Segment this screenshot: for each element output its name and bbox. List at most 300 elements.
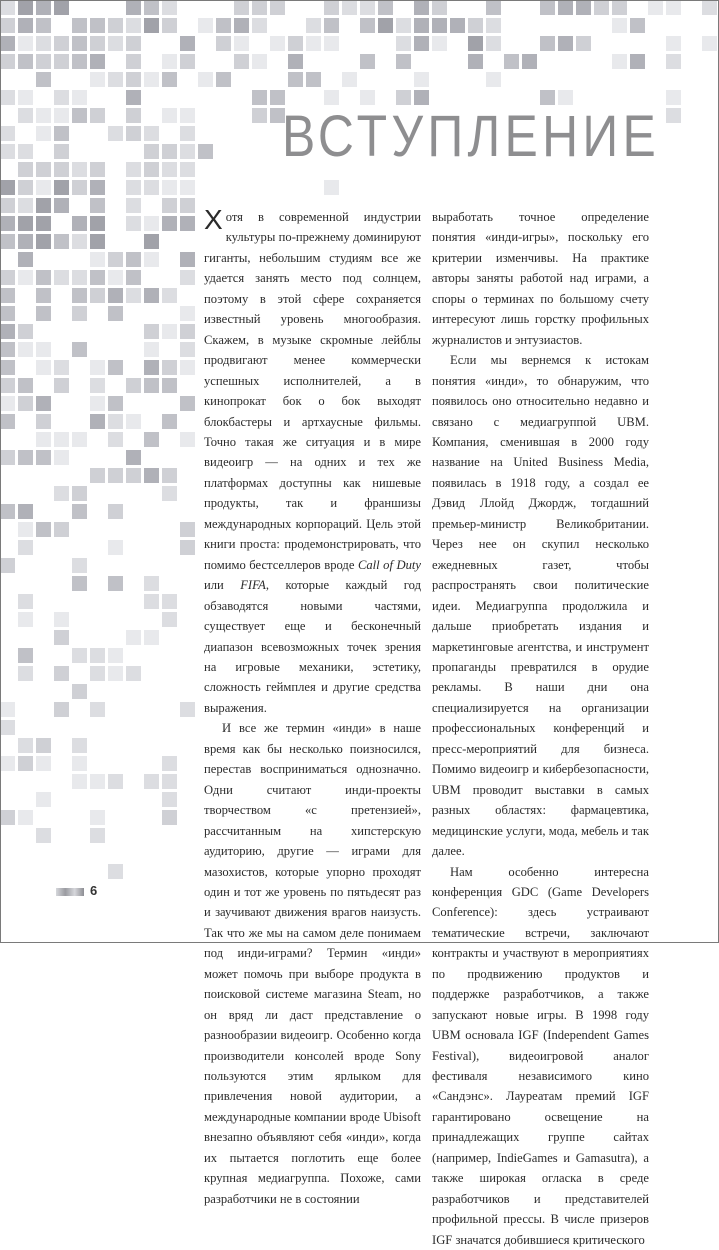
mosaic-tile	[18, 648, 33, 663]
mosaic-tile	[0, 270, 15, 285]
mosaic-tile	[108, 306, 123, 321]
mosaic-tile	[162, 18, 177, 33]
mosaic-tile	[126, 270, 141, 285]
mosaic-tile	[252, 108, 267, 123]
mosaic-tile	[252, 54, 267, 69]
mosaic-tile	[90, 18, 105, 33]
mosaic-tile	[126, 108, 141, 123]
mosaic-tile	[18, 162, 33, 177]
mosaic-tile	[90, 36, 105, 51]
mosaic-tile	[36, 0, 51, 15]
mosaic-tile	[144, 18, 159, 33]
mosaic-tile	[90, 810, 105, 825]
mosaic-tile	[0, 288, 15, 303]
mosaic-tile	[126, 72, 141, 87]
mosaic-tile	[162, 324, 177, 339]
mosaic-tile	[72, 576, 87, 591]
mosaic-tile	[126, 252, 141, 267]
mosaic-tile	[702, 0, 717, 15]
mosaic-tile	[108, 864, 123, 879]
mosaic-tile	[306, 18, 321, 33]
mosaic-tile	[144, 72, 159, 87]
mosaic-tile	[126, 0, 141, 15]
mosaic-tile	[216, 72, 231, 87]
mosaic-tile	[72, 684, 87, 699]
mosaic-tile	[666, 108, 681, 123]
mosaic-tile	[54, 144, 69, 159]
mosaic-tile	[162, 180, 177, 195]
mosaic-tile	[18, 522, 33, 537]
mosaic-tile	[198, 72, 213, 87]
mosaic-tile	[54, 234, 69, 249]
mosaic-tile	[0, 0, 15, 15]
page-number: 6	[90, 883, 97, 898]
mosaic-tile	[72, 504, 87, 519]
mosaic-tile	[0, 756, 15, 771]
mosaic-tile	[180, 252, 195, 267]
mosaic-tile	[144, 0, 159, 15]
mosaic-tile	[180, 144, 195, 159]
mosaic-tile	[18, 810, 33, 825]
mosaic-tile	[306, 72, 321, 87]
mosaic-tile	[180, 324, 195, 339]
mosaic-tile	[108, 504, 123, 519]
mosaic-tile	[612, 18, 627, 33]
mosaic-tile	[90, 162, 105, 177]
mosaic-tile	[180, 702, 195, 717]
mosaic-tile	[468, 36, 483, 51]
mosaic-tile	[504, 54, 519, 69]
mosaic-tile	[90, 270, 105, 285]
mosaic-tile	[18, 54, 33, 69]
mosaic-tile	[144, 144, 159, 159]
mosaic-tile	[36, 414, 51, 429]
mosaic-tile	[54, 432, 69, 447]
mosaic-tile	[72, 342, 87, 357]
mosaic-tile	[72, 90, 87, 105]
mosaic-tile	[18, 594, 33, 609]
mosaic-tile	[378, 0, 393, 15]
mosaic-tile	[126, 162, 141, 177]
mosaic-tile	[486, 36, 501, 51]
mosaic-tile	[54, 0, 69, 15]
mosaic-tile	[162, 468, 177, 483]
mosaic-tile	[54, 180, 69, 195]
mosaic-tile	[54, 126, 69, 141]
mosaic-tile	[0, 342, 15, 357]
mosaic-tile	[144, 774, 159, 789]
text-column-right	[432, 207, 649, 1250]
mosaic-tile	[54, 198, 69, 213]
mosaic-tile	[162, 0, 177, 15]
mosaic-tile	[54, 90, 69, 105]
mosaic-tile	[180, 198, 195, 213]
mosaic-tile	[144, 576, 159, 591]
mosaic-tile	[36, 126, 51, 141]
mosaic-tile	[72, 738, 87, 753]
mosaic-tile	[90, 252, 105, 267]
mosaic-tile	[648, 0, 663, 15]
mosaic-tile	[90, 828, 105, 843]
mosaic-tile	[180, 432, 195, 447]
mosaic-tile	[72, 270, 87, 285]
mosaic-tile	[180, 306, 195, 321]
mosaic-tile	[90, 216, 105, 231]
mosaic-tile	[468, 18, 483, 33]
mosaic-tile	[90, 702, 105, 717]
mosaic-tile	[54, 378, 69, 393]
mosaic-tile	[162, 810, 177, 825]
mosaic-tile	[54, 666, 69, 681]
mosaic-tile	[144, 360, 159, 375]
mosaic-tile	[72, 36, 87, 51]
mosaic-tile	[18, 666, 33, 681]
mosaic-tile	[198, 144, 213, 159]
mosaic-tile	[180, 360, 195, 375]
mosaic-tile	[90, 360, 105, 375]
mosaic-tile	[0, 18, 15, 33]
paragraph: И все же термин «инди» в наше время как бы несколько поизносился, перестав восприниматься однозначно. Одни считают инди-проекты творчеством «с претензией», рассчитанным на хипстерскую аудиторию, другие — играми для мазохистов, которые упорно проходят один и тот же уровень по пятьдесят раз и заучивают движения врагов наизусть. Так что же мы на самом деле понимаем под инди-играми? Термин «инди» может помочь при выборе продукта в поисковой системе магазина Steam, но он вряд ли даст представление о разнообразии видеоигр. Особенно когда производители консолей вроде Sony пользуются этим ярлыком для привлечения новой аудитории, а международные компании вроде Ubisoft внезапно объявляют себя «инди», когда их пытается поглотить еще более крупная медиагруппа. Похоже, сами разработчики не в состоянии	[204, 718, 421, 1209]
mosaic-tile	[324, 180, 339, 195]
mosaic-tile	[162, 216, 177, 231]
paragraph-text: , которые каждый год обзаводятся новыми частями, существует еще и бесконечный диапазон всевозможных точек зрения на игровые механики, эстетику, сложность геймплея и другие средства выражения.	[204, 578, 421, 715]
mosaic-tile	[54, 612, 69, 627]
mosaic-tile	[144, 630, 159, 645]
mosaic-tile	[36, 18, 51, 33]
mosaic-tile	[108, 774, 123, 789]
mosaic-tile	[18, 378, 33, 393]
mosaic-tile	[180, 108, 195, 123]
mosaic-tile	[0, 216, 15, 231]
mosaic-tile	[0, 702, 15, 717]
mosaic-tile	[18, 108, 33, 123]
mosaic-tile	[288, 54, 303, 69]
mosaic-tile	[54, 162, 69, 177]
mosaic-tile	[108, 288, 123, 303]
mosaic-tile	[0, 198, 15, 213]
mosaic-tile	[0, 144, 15, 159]
mosaic-tile	[90, 198, 105, 213]
mosaic-tile	[36, 288, 51, 303]
mosaic-tile	[18, 324, 33, 339]
mosaic-tile	[630, 54, 645, 69]
mosaic-tile	[36, 396, 51, 411]
mosaic-tile	[180, 126, 195, 141]
mosaic-tile	[432, 18, 447, 33]
mosaic-tile	[54, 54, 69, 69]
mosaic-tile	[180, 270, 195, 285]
mosaic-tile	[0, 54, 15, 69]
mosaic-tile	[144, 324, 159, 339]
mosaic-tile	[36, 738, 51, 753]
mosaic-tile	[72, 234, 87, 249]
mosaic-tile	[666, 54, 681, 69]
mosaic-tile	[0, 504, 15, 519]
mosaic-tile	[288, 36, 303, 51]
mosaic-tile	[126, 126, 141, 141]
mosaic-tile	[180, 216, 195, 231]
mosaic-tile	[54, 270, 69, 285]
mosaic-tile	[108, 576, 123, 591]
mosaic-tile	[0, 810, 15, 825]
mosaic-tile	[450, 18, 465, 33]
mosaic-tile	[180, 36, 195, 51]
mosaic-tile	[144, 378, 159, 393]
mosaic-tile	[0, 324, 15, 339]
mosaic-tile	[18, 756, 33, 771]
mosaic-tile	[72, 216, 87, 231]
mosaic-tile	[90, 54, 105, 69]
mosaic-tile	[288, 72, 303, 87]
mosaic-tile	[324, 18, 339, 33]
mosaic-tile	[54, 702, 69, 717]
mosaic-tile	[108, 414, 123, 429]
mosaic-tile	[36, 180, 51, 195]
mosaic-tile	[72, 486, 87, 501]
mosaic-tile	[630, 18, 645, 33]
mosaic-tile	[0, 234, 15, 249]
mosaic-tile	[144, 342, 159, 357]
mosaic-tile	[72, 648, 87, 663]
mosaic-tile	[126, 90, 141, 105]
mosaic-tile	[18, 270, 33, 285]
mosaic-tile	[162, 774, 177, 789]
mosaic-tile	[72, 774, 87, 789]
mosaic-tile	[36, 234, 51, 249]
mosaic-tile	[180, 396, 195, 411]
mosaic-tile	[180, 180, 195, 195]
mosaic-tile	[90, 396, 105, 411]
mosaic-tile	[702, 36, 717, 51]
mosaic-tile	[18, 396, 33, 411]
mosaic-tile	[36, 216, 51, 231]
mosaic-tile	[36, 756, 51, 771]
mosaic-tile	[108, 270, 123, 285]
mosaic-tile	[18, 144, 33, 159]
mosaic-tile	[144, 288, 159, 303]
mosaic-tile	[90, 180, 105, 195]
mosaic-tile	[72, 54, 87, 69]
mosaic-tile	[162, 72, 177, 87]
mosaic-tile	[36, 828, 51, 843]
mosaic-tile	[0, 558, 15, 573]
paragraph: Если мы вернемся к истокам понятия «инди», то обнаружим, что появилось оно относительно недавно и связано с медиагруппой UBM. Компания, сменившая в 2000 году название на United Business Media, появилась в 1918 году, а создал ее Дэвид Ллойд Джордж, тогдашний премьер-министр Великобритании. Через нее он скупил несколько ежедневных газет, чтобы распространять свои политические идеи. Медиагруппа продолжила и дальше приобретать издания и маркетинговые агентства, и инструмент пропаганды превратился в орудие рекламы. В наши дни она специализируется на организации профессиональных конференций и пресс-мероприятий для бизнеса. Помимо видеоигр и кибербезопасности, UBM проводит выставки в самых разных областях: фармацевтика, медицинские услуги, мода, мебель и так далее.	[432, 350, 649, 861]
mosaic-tile	[0, 720, 15, 735]
mosaic-tile	[396, 18, 411, 33]
mosaic-tile	[108, 540, 123, 555]
mosaic-tile	[162, 162, 177, 177]
mosaic-tile	[180, 522, 195, 537]
mosaic-tile	[0, 90, 15, 105]
mosaic-tile	[72, 108, 87, 123]
mosaic-tile	[126, 630, 141, 645]
mosaic-tile	[342, 0, 357, 15]
mosaic-tile	[0, 360, 15, 375]
mosaic-tile	[360, 18, 375, 33]
paragraph: Нам особенно интересна конференция GDC (Game Developers Conference): здесь устраивают тематические встречи, заключают контракты и участвуют в мероприятиях по продвижению продуктов и поддержке разработчиков, а также запускают новые игры. В 1998 году UBM основала IGF (Independent Games Festival), видеоигровой аналог фестиваля независимого кино «Сандэнс». Лауреатам премий IGF гарантировано освещение на принадлежащих группе сайтах (например, IndieGames и Gamasutra), а также широкая огласка в среде разработчиков и представителей профильной прессы. В числе призеров IGF значатся добившиеся критического	[432, 862, 649, 1250]
mosaic-tile	[360, 0, 375, 15]
mosaic-tile	[18, 18, 33, 33]
mosaic-tile	[126, 378, 141, 393]
mosaic-tile	[252, 0, 267, 15]
mosaic-tile	[108, 396, 123, 411]
mosaic-tile	[540, 0, 555, 15]
mosaic-tile	[486, 18, 501, 33]
mosaic-tile	[0, 396, 15, 411]
text-column-left	[204, 207, 421, 1209]
mosaic-tile	[36, 162, 51, 177]
mosaic-tile	[108, 36, 123, 51]
mosaic-tile	[126, 288, 141, 303]
mosaic-tile	[306, 36, 321, 51]
mosaic-tile	[180, 342, 195, 357]
mosaic-tile	[144, 594, 159, 609]
mosaic-tile	[54, 360, 69, 375]
mosaic-tile	[252, 18, 267, 33]
mosaic-tile	[54, 522, 69, 537]
mosaic-tile	[234, 36, 249, 51]
mosaic-tile	[162, 54, 177, 69]
mosaic-tile	[396, 36, 411, 51]
mosaic-tile	[0, 36, 15, 51]
mosaic-tile	[0, 180, 15, 195]
mosaic-tile	[36, 360, 51, 375]
mosaic-tile	[162, 612, 177, 627]
mosaic-tile	[36, 198, 51, 213]
mosaic-tile	[360, 54, 375, 69]
mosaic-tile	[36, 450, 51, 465]
mosaic-tile	[72, 756, 87, 771]
mosaic-tile	[162, 144, 177, 159]
paragraph	[204, 207, 421, 718]
mosaic-tile	[486, 0, 501, 15]
mosaic-tile	[144, 216, 159, 231]
paragraph-text: отя в современной индустрии культуры по-прежнему доминируют гиганты, небольшим студиям все же удается занять место под солнцем, поэтому в этой сфере сохраняется известный уровень многообразия. Скажем, в музыке скромные лейблы продвигают менее коммерчески успешных исполнителей, а в кинопрокат бок о бок выходят блокбастеры и артхаусные фильмы. Точно такая же ситуация и в мире видеоигр — на одних и тех же платформах доступны как нишевые продукты, так и франшизы международных корпораций. Цель этой книги проста: продемонстрировать, что помимо бестселлеров вроде	[204, 210, 421, 572]
mosaic-tile	[432, 0, 447, 15]
mosaic-tile	[126, 18, 141, 33]
mosaic-tile	[36, 792, 51, 807]
mosaic-tile	[162, 792, 177, 807]
page-title: ВСТУПЛЕНИЕ	[282, 102, 609, 172]
mosaic-tile	[396, 54, 411, 69]
mosaic-tile	[90, 108, 105, 123]
mosaic-tile	[36, 108, 51, 123]
game-title-italic: Call of Duty	[358, 558, 421, 572]
mosaic-tile	[90, 72, 105, 87]
mosaic-tile	[0, 414, 15, 429]
mosaic-tile	[108, 72, 123, 87]
mosaic-tile	[414, 0, 429, 15]
mosaic-tile	[36, 342, 51, 357]
mosaic-tile	[180, 162, 195, 177]
mosaic-tile	[18, 738, 33, 753]
mosaic-tile	[90, 378, 105, 393]
mosaic-tile	[144, 126, 159, 141]
mosaic-tile	[414, 36, 429, 51]
mosaic-tile	[126, 36, 141, 51]
mosaic-tile	[144, 180, 159, 195]
mosaic-tile	[90, 648, 105, 663]
mosaic-tile	[270, 36, 285, 51]
mosaic-tile	[72, 162, 87, 177]
paragraph-text: или	[204, 578, 240, 592]
mosaic-tile	[162, 486, 177, 501]
mosaic-tile	[432, 36, 447, 51]
mosaic-tile	[180, 54, 195, 69]
mosaic-tile	[144, 162, 159, 177]
mosaic-tile	[522, 54, 537, 69]
mosaic-tile	[108, 666, 123, 681]
mosaic-tile	[162, 414, 177, 429]
mosaic-tile	[252, 90, 267, 105]
mosaic-tile	[18, 612, 33, 627]
mosaic-tile	[90, 666, 105, 681]
mosaic-tile	[36, 522, 51, 537]
mosaic-tile	[558, 0, 573, 15]
mosaic-tile	[414, 18, 429, 33]
mosaic-tile	[36, 54, 51, 69]
mosaic-tile	[108, 432, 123, 447]
mosaic-tile	[162, 756, 177, 771]
mosaic-tile	[216, 18, 231, 33]
mosaic-tile	[576, 36, 591, 51]
mosaic-tile	[666, 36, 681, 51]
mosaic-tile	[126, 216, 141, 231]
mosaic-tile	[468, 54, 483, 69]
mosaic-tile	[90, 234, 105, 249]
mosaic-tile	[162, 288, 177, 303]
mosaic-tile	[144, 432, 159, 447]
drop-cap: Х	[204, 209, 223, 231]
mosaic-tile	[612, 54, 627, 69]
mosaic-tile	[18, 0, 33, 15]
mosaic-tile	[54, 486, 69, 501]
mosaic-tile	[90, 468, 105, 483]
mosaic-tile	[594, 0, 609, 15]
mosaic-tile	[54, 450, 69, 465]
mosaic-tile	[72, 558, 87, 573]
mosaic-tile	[36, 72, 51, 87]
mosaic-tile	[234, 0, 249, 15]
mosaic-tile	[18, 180, 33, 195]
mosaic-tile	[486, 72, 501, 87]
mosaic-tile	[54, 108, 69, 123]
mosaic-tile	[72, 18, 87, 33]
mosaic-tile	[126, 666, 141, 681]
mosaic-tile	[18, 36, 33, 51]
mosaic-tile	[18, 450, 33, 465]
mosaic-tile	[108, 468, 123, 483]
mosaic-tile	[72, 306, 87, 321]
game-title-italic: FIFA	[240, 578, 266, 592]
mosaic-tile	[18, 234, 33, 249]
mosaic-tile	[342, 72, 357, 87]
mosaic-tile	[0, 126, 15, 141]
mosaic-tile	[234, 54, 249, 69]
mosaic-tile	[162, 198, 177, 213]
mosaic-tile	[558, 36, 573, 51]
mosaic-tile	[108, 18, 123, 33]
mosaic-tile	[144, 468, 159, 483]
mosaic-tile	[270, 0, 285, 15]
mosaic-tile	[126, 450, 141, 465]
mosaic-tile	[0, 306, 15, 321]
mosaic-tile	[612, 0, 627, 15]
mosaic-tile	[54, 36, 69, 51]
mosaic-tile	[324, 36, 339, 51]
mosaic-tile	[378, 18, 393, 33]
page-number-ornament	[56, 888, 84, 896]
